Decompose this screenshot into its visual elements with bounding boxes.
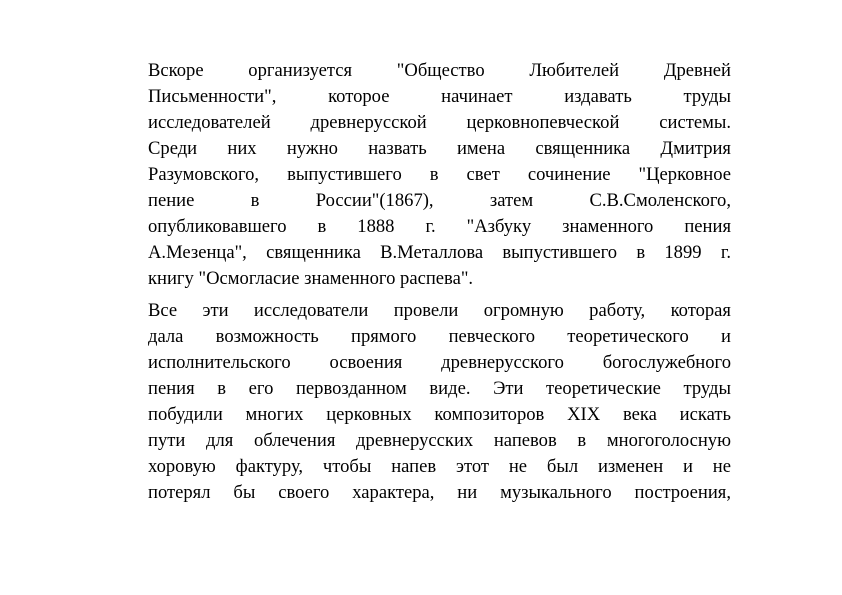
document-body: [148, 58, 731, 506]
text-line: исполнительского освоения древнерусского богослужебного: [148, 352, 731, 373]
text-line: дала возможность прямого певческого теоретического и: [148, 326, 731, 347]
text-line: опубликовавшего в 1888 г. "Азбуку знаменного пения: [148, 216, 731, 237]
paragraph-1: [148, 58, 731, 292]
paragraph-2: [148, 298, 731, 506]
text-line: Все эти исследователи провели огромную работу, которая: [148, 300, 731, 321]
text-line: побудили многих церковных композиторов XIX века искать: [148, 404, 731, 425]
text-line: потерял бы своего характера, ни музыкального построения,: [148, 482, 731, 503]
text-line: книгу "Осмогласие знаменного распева".: [148, 268, 474, 289]
text-line: хоровую фактуру, чтобы напев этот не был изменен и не: [148, 456, 731, 477]
text-line: пения в его первозданном виде. Эти теоретические труды: [148, 378, 731, 399]
text-line: исследователей древнерусской церковнопевческой системы.: [148, 112, 731, 133]
text-line: А.Мезенца", священника В.Металлова выпустившего в 1899 г.: [148, 242, 731, 263]
text-line: Письменности", которое начинает издавать труды: [148, 86, 731, 107]
text-line: Вскоре организуется "Общество Любителей Древней: [148, 60, 731, 81]
text-line: Разумовского, выпустившего в свет сочинение "Церковное: [148, 164, 731, 185]
text-line: пение в России"(1867), затем С.В.Смоленского,: [148, 190, 731, 211]
text-line: Среди них нужно назвать имена священника Дмитрия: [148, 138, 731, 159]
text-line: пути для облечения древнерусских напевов в многоголосную: [148, 430, 731, 451]
